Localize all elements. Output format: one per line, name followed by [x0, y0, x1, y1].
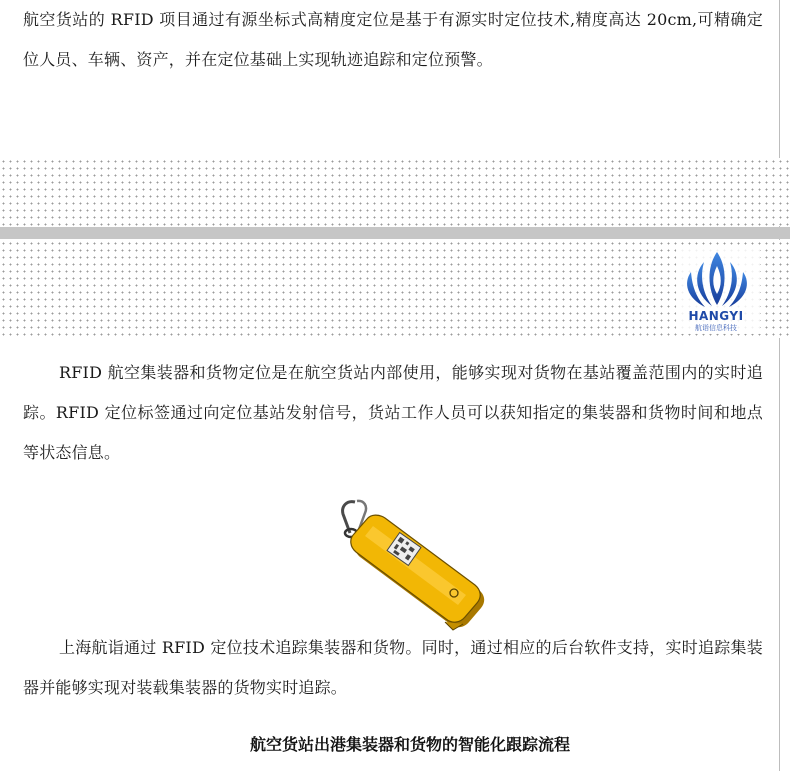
rfid-tag-icon: [333, 498, 493, 636]
dotted-banner-top: [0, 158, 790, 226]
container-tracking-paragraph: RFID 航空集装器和货物定位是在航空货站内部使用，能够实现对货物在基站覆盖范围内的实时追踪。RFID 定位标签通过向定位基站发射信号，货站工作人员可以获知指定的集装器和货物时间和地点等状态信息。: [23, 363, 763, 462]
dotted-banner-bottom: [0, 240, 790, 338]
intro-paragraph: 航空货站的 RFID 项目通过有源坐标式高精度定位是基于有源实时定位技术,精度高达 20cm,可精确定位人员、车辆、资产，并在定位基础上实现轨迹追踪和定位预警。: [23, 10, 763, 69]
lotus-flame-icon: [682, 250, 752, 308]
logo-subtitle: 航诣信息科技: [695, 324, 737, 332]
logo-brand-text: HANGYI: [688, 309, 744, 323]
banner-divider-stripe: [0, 227, 790, 239]
section-caption: 航空货站出港集装器和货物的智能化跟踪流程: [249, 735, 570, 754]
hangyi-solution-paragraph: 上海航诣通过 RFID 定位技术追踪集装器和货物。同时，通过相应的后台软件支持，实时追踪集装器并能够实现对装载集装器的货物实时追踪。: [23, 638, 763, 697]
hangyi-logo: [676, 248, 760, 334]
page-edge-rule: [779, 0, 780, 771]
